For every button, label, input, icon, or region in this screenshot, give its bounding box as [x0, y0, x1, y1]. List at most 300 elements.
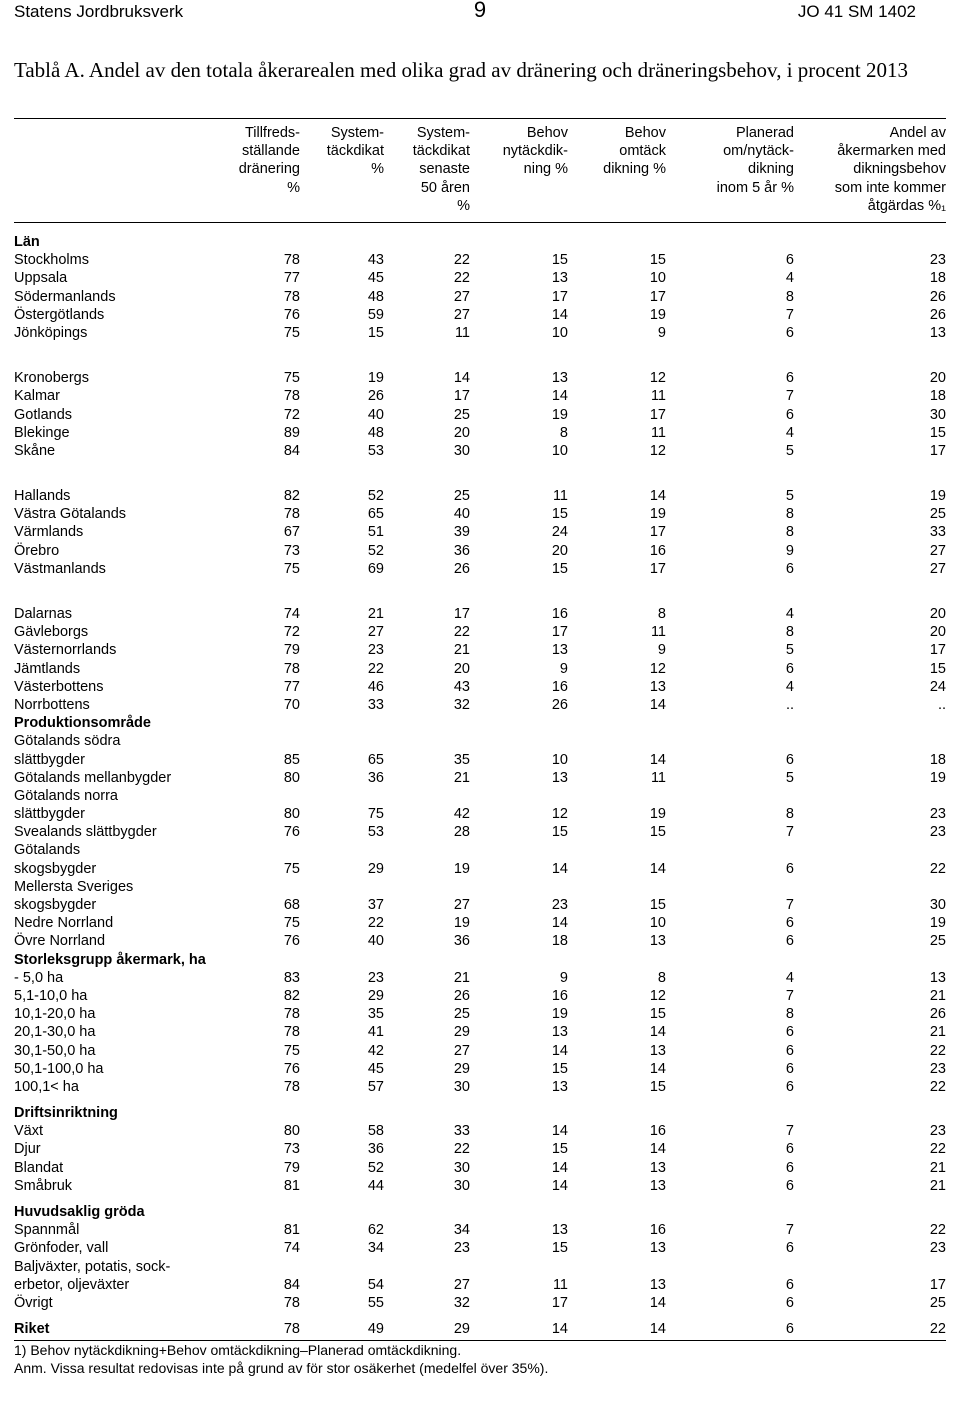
cell-value: 34 [367, 1240, 384, 1257]
row-label: Huvudsaklig gröda [14, 1204, 145, 1220]
cell-value: 26 [367, 388, 384, 405]
cell-value: 84 [283, 1276, 300, 1293]
cell-value: 51 [367, 524, 384, 541]
cell-value: 18 [929, 751, 946, 768]
cell-value: 8 [785, 524, 794, 541]
cell-value: 15 [551, 1240, 568, 1257]
table-row [14, 1239, 952, 1257]
cell-value: 81 [283, 1222, 300, 1239]
cell-value: 79 [283, 642, 300, 659]
cell-value: 14 [649, 860, 666, 877]
table-row [14, 1078, 952, 1096]
cell-value: 8 [785, 624, 794, 641]
cell-value: 14 [649, 1294, 666, 1311]
cell-value: 65 [367, 506, 384, 523]
cell-value: 6 [785, 1321, 794, 1338]
row-label: 5,1-10,0 ha [14, 987, 88, 1004]
cell-value: 27 [453, 306, 470, 323]
cell-value: 17 [453, 388, 470, 405]
cell-value: 72 [283, 406, 300, 423]
cell-value: 53 [367, 442, 384, 459]
cell-value: 13 [649, 1042, 666, 1059]
cell-value: 19 [929, 488, 946, 505]
cell-value: 6 [785, 1240, 794, 1257]
table-row [14, 424, 952, 442]
row-label: Västra Götalands [14, 506, 127, 523]
table-row [14, 605, 952, 623]
cell-value: 15 [929, 660, 946, 677]
cell-value: 13 [551, 370, 568, 387]
table-row [14, 678, 952, 696]
row-label: Hallands [14, 488, 71, 505]
table-row [14, 1060, 952, 1078]
section-heading-row [14, 1104, 952, 1122]
cell-value: 20 [929, 606, 946, 622]
cell-value: 17 [649, 288, 666, 305]
cell-value: 14 [453, 370, 470, 387]
column-header: System- täckdikat % [326, 125, 384, 178]
cell-value: 16 [551, 987, 568, 1004]
cell-value: 16 [649, 1123, 666, 1140]
cell-value: 14 [551, 1159, 568, 1176]
cell-value: 26 [929, 288, 946, 305]
cell-value: 19 [929, 915, 946, 932]
table-row [14, 1159, 952, 1177]
cell-value: 13 [649, 1276, 666, 1293]
header-report-id: JO 41 SM 1402 [797, 2, 916, 21]
cell-value: 19 [649, 806, 666, 823]
cell-value: 35 [453, 751, 470, 768]
cell-value: 17 [929, 1276, 946, 1293]
row-label: Småbruk [14, 1177, 73, 1194]
cell-value: 8 [785, 288, 794, 305]
cell-value: 37 [367, 897, 384, 913]
cell-value: 8 [785, 506, 794, 523]
cell-value: 17 [551, 1294, 568, 1311]
cell-value: 20 [551, 542, 568, 559]
cell-value: 76 [283, 1060, 300, 1077]
cell-value: 23 [929, 1123, 946, 1140]
cell-value: 29 [367, 860, 384, 877]
cell-value: 15 [551, 1060, 568, 1077]
column-header: Behov nytäckdik- ning % [502, 125, 568, 178]
cell-value: 5 [785, 769, 794, 786]
cell-value: 20 [453, 424, 470, 441]
cell-value: 22 [929, 860, 946, 877]
table-row [14, 878, 952, 896]
cell-value: 13 [929, 969, 946, 986]
cell-value: 11 [552, 488, 568, 505]
cell-value: 75 [283, 324, 300, 341]
cell-value: 44 [367, 1177, 384, 1194]
cell-value: 4 [785, 424, 794, 441]
table-row [14, 914, 952, 932]
row-label: Kronobergs [14, 370, 89, 387]
row-label: Jönköpings [14, 324, 88, 341]
row-label: Växt [14, 1123, 44, 1140]
row-label: Driftsinriktning [14, 1105, 118, 1122]
table-row [14, 787, 952, 805]
table-row [14, 1177, 952, 1195]
cell-value: 76 [283, 933, 300, 950]
table-row [14, 369, 952, 387]
cell-value: 74 [283, 606, 300, 622]
cell-value: .. [785, 696, 794, 713]
cell-value: 19 [453, 860, 470, 877]
cell-value: 48 [367, 288, 384, 305]
cell-value: 29 [453, 1321, 470, 1338]
row-spacer [14, 460, 952, 487]
table-row [14, 387, 952, 405]
cell-value: 22 [929, 1141, 946, 1158]
cell-value: 14 [551, 1123, 568, 1140]
cell-value: 78 [283, 388, 300, 405]
cell-value: 74 [283, 1240, 300, 1257]
cell-value: 29 [453, 1060, 470, 1077]
cell-value: 14 [649, 696, 666, 713]
cell-value: 19 [551, 1006, 568, 1023]
cell-value: 4 [785, 270, 794, 287]
cell-value: 18 [929, 388, 946, 405]
cell-value: 62 [367, 1222, 384, 1239]
cell-value: 23 [367, 969, 384, 986]
cell-value: 6 [785, 1294, 794, 1311]
table-row [14, 1140, 952, 1158]
row-label: Grönfoder, vall [14, 1240, 109, 1257]
cell-value: 6 [785, 1159, 794, 1176]
row-label: Götalands mellanbygder [14, 769, 172, 786]
cell-value: 9 [559, 969, 568, 986]
cell-value: 15 [551, 1141, 568, 1158]
cell-value: 4 [785, 606, 794, 622]
column-header: Planerad om/nytäck- dikning inom 5 år % [716, 125, 794, 196]
cell-value: 25 [453, 488, 470, 505]
header-agency: Statens Jordbruksverk [14, 2, 184, 21]
cell-value: 19 [367, 370, 384, 387]
row-label: Västernorrlands [14, 642, 117, 659]
cell-value: 40 [453, 506, 470, 523]
row-label: Kalmar [14, 388, 60, 405]
cell-value: 78 [283, 1321, 300, 1338]
cell-value: 23 [929, 252, 946, 269]
cell-value: 26 [453, 987, 470, 1004]
cell-value: 77 [283, 270, 300, 287]
table-row [14, 1258, 952, 1276]
cell-value: 7 [785, 306, 794, 323]
cell-value: 21 [929, 1024, 946, 1041]
cell-value: 10 [649, 915, 666, 932]
cell-value: 23 [929, 806, 946, 823]
cell-value: 6 [785, 933, 794, 950]
cell-value: 6 [785, 1276, 794, 1293]
cell-value: 11 [650, 424, 666, 441]
cell-value: 15 [551, 252, 568, 269]
cell-value: 15 [649, 252, 666, 269]
cell-value: 27 [929, 560, 946, 577]
cell-value: 15 [551, 824, 568, 841]
cell-value: 42 [367, 1042, 384, 1059]
cell-value: 22 [453, 1141, 470, 1158]
cell-value: 13 [649, 1159, 666, 1176]
cell-value: 32 [453, 1294, 470, 1311]
cell-value: 11 [650, 388, 666, 405]
table-row [14, 269, 952, 287]
cell-value: 30 [929, 406, 946, 423]
cell-value: 6 [785, 560, 794, 577]
cell-value: 49 [367, 1321, 384, 1338]
cell-value: 16 [649, 542, 666, 559]
cell-value: 26 [551, 696, 568, 713]
total-row [14, 1320, 952, 1338]
cell-value: 21 [453, 642, 470, 659]
cell-value: 22 [929, 1042, 946, 1059]
row-label: erbetor, oljeväxter [14, 1276, 130, 1293]
cell-value: 40 [367, 406, 384, 423]
cell-value: 22 [929, 1222, 946, 1239]
column-header: Tillfreds- ställande dränering % [238, 125, 300, 196]
row-label: Jämtlands [14, 660, 81, 677]
page-header [0, 0, 960, 30]
cell-value: 25 [453, 406, 470, 423]
cell-value: 27 [453, 1276, 470, 1293]
footnote: 1) Behov nytäckdikning+Behov omtäckdikning–Planerad omtäckdikning. [14, 1342, 462, 1358]
cell-value: 54 [367, 1276, 384, 1293]
cell-value: 33 [929, 524, 946, 541]
row-label: skogsbygder [14, 897, 97, 913]
cell-value: 11 [650, 624, 666, 641]
row-label: Götalands norra [14, 787, 118, 804]
row-label: Östergötlands [14, 306, 105, 323]
cell-value: 22 [453, 270, 470, 287]
cell-value: 14 [551, 388, 568, 405]
cell-value: 25 [929, 1294, 946, 1311]
cell-value: 30 [453, 1159, 470, 1176]
cell-value: 21 [929, 1159, 946, 1176]
row-label: Värmlands [14, 524, 84, 541]
cell-value: 53 [367, 824, 384, 841]
cell-value: 5 [785, 442, 794, 459]
cell-value: 14 [649, 488, 666, 505]
cell-value: 14 [649, 1321, 666, 1338]
cell-value: 22 [367, 660, 384, 677]
cell-value: 14 [649, 751, 666, 768]
cell-value: 30 [453, 1078, 470, 1095]
table-row [14, 324, 952, 342]
cell-value: 52 [367, 488, 384, 505]
table-row [14, 406, 952, 424]
cell-value: 25 [929, 506, 946, 523]
cell-value: 20 [929, 370, 946, 387]
cell-value: 76 [283, 306, 300, 323]
cell-value: 22 [929, 1321, 946, 1338]
row-label: Storleksgrupp åkermark, ha [14, 951, 206, 968]
cell-value: 17 [453, 606, 470, 622]
cell-value: 75 [367, 806, 384, 823]
row-label: Baljväxter, potatis, sock- [14, 1258, 171, 1275]
cell-value: 14 [551, 1321, 568, 1338]
cell-value: 22 [453, 252, 470, 269]
cell-value: 12 [649, 987, 666, 1004]
cell-value: 4 [785, 678, 794, 695]
cell-value: 78 [283, 288, 300, 305]
cell-value: 9 [785, 542, 794, 559]
section-heading-row [14, 951, 952, 969]
cell-value: 46 [367, 678, 384, 695]
cell-value: 15 [367, 324, 384, 341]
cell-value: 42 [453, 806, 470, 823]
cell-value: 9 [657, 642, 666, 659]
cell-value: 15 [649, 824, 666, 841]
table-row [14, 969, 952, 987]
table-row [14, 823, 952, 841]
row-label: 100,1< ha [14, 1078, 79, 1095]
row-label: slättbygder [14, 751, 85, 768]
row-label: Norrbottens [14, 696, 90, 713]
cell-value: 23 [929, 824, 946, 841]
cell-value: 15 [649, 897, 666, 913]
cell-value: 26 [929, 306, 946, 323]
cell-value: 83 [283, 969, 300, 986]
cell-value: 14 [649, 1024, 666, 1041]
cell-value: 23 [551, 897, 568, 913]
cell-value: 33 [453, 1123, 470, 1140]
table-row [14, 860, 952, 878]
cell-value: 7 [785, 987, 794, 1004]
cell-value: 13 [649, 933, 666, 950]
cell-value: 6 [785, 1141, 794, 1158]
cell-value: 35 [367, 1006, 384, 1023]
cell-value: 84 [283, 442, 300, 459]
cell-value: 27 [453, 897, 470, 913]
cell-value: 13 [649, 678, 666, 695]
cell-value: 57 [367, 1078, 384, 1095]
cell-value: 80 [283, 1123, 300, 1140]
table-row [14, 1276, 952, 1294]
cell-value: 82 [283, 987, 300, 1004]
cell-value: 27 [453, 288, 470, 305]
cell-value: 52 [367, 1159, 384, 1176]
table-row [14, 523, 952, 541]
row-label: skogsbygder [14, 860, 97, 877]
table-row [14, 641, 952, 659]
cell-value: 25 [929, 933, 946, 950]
cell-value: 36 [453, 933, 470, 950]
row-label: Svealands slättbygder [14, 824, 157, 841]
cell-value: 36 [453, 542, 470, 559]
cell-value: 15 [929, 424, 946, 441]
cell-value: 78 [283, 506, 300, 523]
cell-value: 25 [453, 1006, 470, 1023]
table-row [14, 1221, 952, 1239]
cell-value: 6 [785, 252, 794, 269]
footnote: Anm. Vissa resultat redovisas inte på grund av för stor osäkerhet (medelfel över 35%). [14, 1360, 549, 1376]
cell-value: 4 [785, 969, 794, 986]
column-header: Andel av åkermarken med dikningsbehov som inte kommer åtgärdas %₁ [834, 125, 946, 214]
cell-value: 89 [283, 424, 300, 441]
column-header: Behov omtäck dikning % [603, 125, 666, 178]
cell-value: 8 [785, 806, 794, 823]
row-label: 10,1-20,0 ha [14, 1006, 96, 1023]
cell-value: 7 [785, 897, 794, 913]
row-label: slättbygder [14, 806, 85, 823]
table-row [14, 751, 952, 769]
row-spacer [14, 342, 952, 369]
cell-value: 11 [650, 769, 666, 786]
cell-value: 8 [785, 1006, 794, 1023]
cell-value: 13 [929, 324, 946, 341]
cell-value: 21 [929, 1177, 946, 1194]
cell-value: 8 [657, 606, 666, 622]
row-label: Örebro [14, 542, 60, 559]
cell-value: 6 [785, 860, 794, 877]
cell-value: 13 [649, 1177, 666, 1194]
cell-value: 19 [453, 915, 470, 932]
cell-value: 13 [551, 1222, 568, 1239]
table-row [14, 696, 952, 714]
cell-value: 11 [454, 324, 470, 341]
cell-value: 78 [283, 252, 300, 269]
cell-value: 78 [283, 1006, 300, 1023]
table-row [14, 505, 952, 523]
cell-value: 9 [657, 324, 666, 341]
cell-value: 79 [283, 1159, 300, 1176]
cell-value: 16 [551, 678, 568, 695]
cell-value: 33 [367, 696, 384, 713]
cell-value: 80 [283, 769, 300, 786]
cell-value: .. [937, 696, 946, 713]
table-row [14, 560, 952, 578]
row-label: Västerbottens [14, 678, 104, 695]
cell-value: 6 [785, 324, 794, 341]
cell-value: 16 [551, 606, 568, 622]
row-label: Mellersta Sveriges [14, 878, 134, 895]
cell-value: 77 [283, 678, 300, 695]
cell-value: 43 [367, 252, 384, 269]
cell-value: 5 [785, 642, 794, 659]
cell-value: 8 [559, 424, 568, 441]
table-row [14, 896, 952, 914]
cell-value: 14 [551, 1042, 568, 1059]
table-row [14, 841, 952, 859]
cell-value: 5 [785, 488, 794, 505]
cell-value: 11 [552, 1276, 568, 1293]
cell-value: 17 [649, 406, 666, 423]
table-row [14, 487, 952, 505]
cell-value: 6 [785, 1060, 794, 1077]
table-title: Tablå A. Andel av den totala åkerarealen med olika grad av dränering och dräneringsbehov, i procent 2013 [14, 58, 908, 82]
cell-value: 6 [785, 1042, 794, 1059]
cell-value: 76 [283, 824, 300, 841]
cell-value: 22 [367, 915, 384, 932]
cell-value: 73 [283, 1141, 300, 1158]
cell-value: 14 [551, 860, 568, 877]
cell-value: 82 [283, 488, 300, 505]
table-row [14, 660, 952, 678]
cell-value: 13 [551, 642, 568, 659]
cell-value: 39 [453, 524, 470, 541]
row-label: Stockholms [14, 252, 89, 269]
cell-value: 78 [283, 660, 300, 677]
cell-value: 6 [785, 751, 794, 768]
cell-value: 19 [551, 406, 568, 423]
cell-value: 12 [551, 806, 568, 823]
table-row [14, 1005, 952, 1023]
table-row [14, 288, 952, 306]
row-label: Övrigt [14, 1294, 53, 1311]
cell-value: 7 [785, 1222, 794, 1239]
row-label: Skåne [14, 442, 56, 459]
cell-value: 19 [649, 506, 666, 523]
